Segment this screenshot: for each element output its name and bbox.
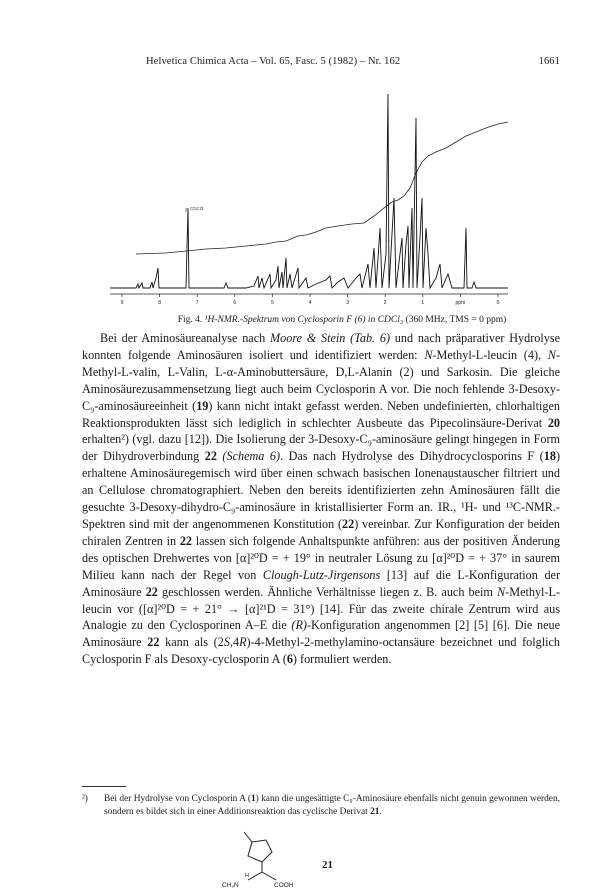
body-paragraph — [82, 330, 560, 668]
spectrum-trace — [110, 94, 508, 288]
footnote-mark: ²) — [82, 794, 88, 804]
axis-tick-label: 5 — [271, 300, 274, 306]
nmr-spectrum-plot — [106, 78, 516, 310]
group-right: COOH — [274, 882, 294, 889]
amine-bond — [248, 872, 262, 880]
footnote-text: Bei der Hydrolyse von Cyclosporin A (1) kann die ungesättigte C₉-Aminosäure ebenfalls nicht genuin gewonnen werden, sondern es bildet sich in einer Additionsreaktion das cyclische Derivat 21. — [104, 794, 560, 817]
footnote-divider — [82, 786, 126, 787]
methyl-bond — [244, 832, 252, 842]
page-number: 1661 — [538, 56, 560, 67]
caption-title: ¹H-NMR.-Spektrum von Cyclosporin F (6) in CDCl₃ — [204, 315, 404, 325]
axis-tick-label: 0 — [496, 300, 500, 306]
axis-tick-label: 8 — [158, 300, 161, 306]
axis-tick-label: 4 — [308, 300, 312, 306]
caption-suffix: (360 MHz, TMS = 0 ppm) — [405, 315, 507, 325]
axis-tick-label: 1 — [421, 300, 425, 306]
group-left: CH₃N — [222, 882, 239, 889]
ring — [248, 840, 272, 862]
acid-bond — [262, 872, 276, 880]
axis-tick-label: 2 — [383, 300, 387, 306]
chemical-structure-21 — [208, 830, 328, 889]
axis-tick-label: ppm — [455, 300, 466, 306]
axis-tick-label: 7 — [195, 300, 199, 306]
journal-title: Helvetica Chimica Acta – Vol. 65, Fasc. 5 (1982) – Nr. 162 — [146, 56, 401, 67]
structure-drawing — [208, 830, 328, 889]
figure-caption — [124, 315, 560, 325]
integration-curve — [136, 122, 508, 254]
axis-tick-label: 6 — [233, 300, 237, 306]
running-header — [124, 56, 560, 70]
axis-tick-marks — [122, 294, 498, 297]
compound-number: 21 — [322, 859, 333, 871]
nmr-spectrum-figure — [106, 78, 516, 310]
axis-tick-label: 9 — [120, 300, 124, 306]
solvent-label: CDCl3 — [190, 206, 204, 211]
paragraph-text: Bei der Aminosäureanalyse nach Moore & Stein (Tab. 6) und nach präparativer Hydrolyse konnten folgende Aminosäuren isoliert und identifiziert werden: N-Methyl-L-leucin (4), N-Methyl-L-valin, L-Valin, L-α-Aminobuttersäure, D,L-Alanin (2) und Sarkosin. Die gleiche Aminosäurezusammensetzung liegt auch beim Cyclosporin A vor. Die noch fehlende 3-Desoxy-C₉-aminosäureeinheit (19) kann nicht intakt gefasst werden. Neben undefinierten, chlorhaltigen Reaktionsprodukten lässt sich lediglich in schlechter Ausbeute das Pipecolinsäure-Derivat 20 erhalten²) (vgl. dazu [12]). Die Isolierung der 3-Desoxy-C₉-aminosäure gelingt hingegen in Form der Dihydroverbindung 22 (Schema 6). Das nach Hydrolyse des Dihydrocyclosporins F (18) erhaltene Aminosäuregemisch wird über einen schwach basischen Ionenaustauscher filtriert und an Cellulose chromatographiert. Neben den bereits identifizierten zehn Aminosäuren fällt die gesuchte 3-Desoxy-dihydro-C₉-aminosäure in kristallisierter Form an. IR., ¹H- und ¹³C-NMR.-Spektren sind mit der angenommenen Konstitution (22) vereinbar. Zur Konfiguration der beiden chiralen Zentren in 22 lassen sich folgende Anhaltspunkte anführen: aus der positiven Änderung des optischen Drehwertes von [α]²⁰D = + 19° in neutraler Lösung zu [α]²⁰D = + 37° in saurem Milieu kann nach der Regel von Clough-Lutz-Jirgensons [13] auf die L-Konfiguration der Aminosäure 22 geschlossen werden. Ähnliche Verhältnisse liegen z. B. auch beim N-Methyl-L-leucin vor ([α]²⁰D = + 21° → [α]²¹D = 31°) [14]. Für das zweite chirale Zentrum wird aus Analogie zu den Cyclosporinen A–E die (R)-Konfiguration angenommen [2] [5] [6]. Die neue Aminosäure 22 kann als (2S,4R)-4-Methyl-2-methylamino-octansäure bezeichnet und folglich Cyclosporin F als Desoxy-cyclosporin A (6) formuliert werden. — [82, 331, 561, 667]
axis-tick-labels — [121, 300, 500, 306]
footnote — [82, 793, 560, 818]
h-label: H — [245, 873, 249, 879]
caption-prefix: Fig. 4. — [177, 315, 203, 325]
axis-tick-label: 3 — [346, 300, 349, 306]
